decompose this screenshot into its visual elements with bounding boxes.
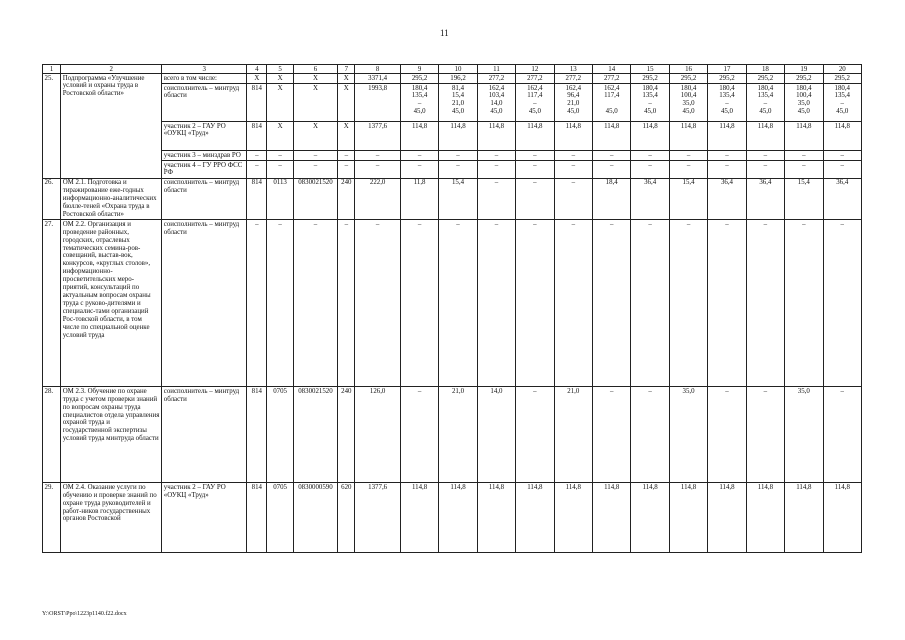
- value-cell: [631, 84, 669, 122]
- row-number: 29.: [43, 483, 61, 553]
- file-path-footer: Y:\ORST\Ppo\1223p1140.f22.docx: [42, 611, 127, 617]
- row-number: 27.: [43, 220, 61, 387]
- value-line: 45,0: [528, 108, 541, 116]
- value-line: 21,0: [451, 100, 465, 108]
- budget-code-cell: –: [293, 151, 337, 161]
- value-cell: 114,8: [708, 483, 746, 553]
- table-row: [43, 178, 862, 220]
- executor-cell: соисполнитель – минтруд области: [162, 84, 247, 122]
- column-number-header: 19: [785, 65, 823, 74]
- value-line: 180,4: [834, 84, 851, 92]
- value-cell: 14,0: [477, 387, 515, 483]
- column-number-header: 9: [400, 65, 438, 74]
- budget-code-cell: 814: [247, 178, 267, 220]
- value-cell: –: [593, 151, 631, 161]
- value-cell: –: [400, 151, 438, 161]
- budget-code-cell: –: [338, 161, 355, 179]
- table-row: [43, 483, 862, 553]
- value-cell: 114,8: [669, 483, 707, 553]
- value-line: 180,4: [719, 84, 735, 92]
- budget-code-cell: Х: [267, 74, 293, 84]
- value-cell: 114,8: [593, 122, 631, 151]
- row-number: 25.: [43, 74, 61, 179]
- value-cell: –: [746, 151, 784, 161]
- value-cell: [516, 84, 554, 122]
- value-line: 45,0: [836, 108, 849, 116]
- executor-cell: всего в том числе:: [162, 74, 247, 84]
- column-number-header: 5: [267, 65, 293, 74]
- value-cell: [400, 84, 438, 122]
- value-line: 45,0: [490, 108, 503, 116]
- page-number: 11: [440, 28, 449, 38]
- value-line: 180,4: [680, 84, 697, 92]
- value-cell: –: [593, 161, 631, 179]
- budget-code-cell: 0830021520: [293, 178, 337, 220]
- value-cell: 114,8: [516, 483, 554, 553]
- value-line: 100,4: [796, 92, 812, 100]
- value-cell: –: [708, 220, 746, 387]
- table-row: [43, 122, 862, 151]
- value-line: 162,4: [603, 84, 620, 92]
- value-cell: [593, 84, 631, 122]
- value-cell: –: [400, 387, 438, 483]
- budget-code-cell: 814: [247, 483, 267, 553]
- value-line: –: [648, 100, 652, 108]
- value-cell: –: [516, 387, 554, 483]
- column-number-header: 7: [338, 65, 355, 74]
- budget-code-cell: 240: [338, 387, 355, 483]
- value-cell: –: [400, 220, 438, 387]
- table-row: [43, 151, 862, 161]
- column-number-header: 6: [293, 65, 337, 74]
- value-cell: 114,8: [439, 483, 477, 553]
- value-cell: [708, 84, 746, 122]
- value-cell: –: [669, 220, 707, 387]
- value-cell: 114,8: [477, 122, 515, 151]
- table-row: [43, 220, 862, 387]
- table-row: [43, 74, 862, 84]
- value-cell: 1377,6: [355, 483, 401, 553]
- measure-name: ОМ 2.1. Подготовка и тиражирование еже-годных информационно-аналитических бюлле-теней «Охрана труда в Ростовской области»: [61, 178, 162, 220]
- column-number-header: 3: [162, 65, 247, 74]
- budget-code-cell: Х: [338, 74, 355, 84]
- table-row: [43, 84, 862, 122]
- value-line: 162,4: [527, 84, 543, 92]
- value-line: 162,4: [488, 84, 505, 92]
- value-cell: 36,4: [631, 178, 669, 220]
- budget-code-cell: 814: [247, 122, 267, 151]
- column-number-header: 17: [708, 65, 746, 74]
- column-number-header: 1: [43, 65, 61, 74]
- column-number-header: 12: [516, 65, 554, 74]
- executor-cell: участник 2 – ГАУ РО «ОУКЦ «Труд»: [162, 483, 247, 553]
- value-cell: –: [631, 387, 669, 483]
- value-cell: –: [631, 151, 669, 161]
- value-cell: 15,4: [785, 178, 823, 220]
- value-cell: 114,8: [746, 483, 784, 553]
- value-cell: 36,4: [823, 178, 861, 220]
- budget-code-cell: –: [293, 161, 337, 179]
- value-cell: 114,8: [631, 122, 669, 151]
- row-number: 28.: [43, 387, 61, 483]
- value-cell: 114,8: [823, 483, 861, 553]
- value-cell: 36,4: [746, 178, 784, 220]
- value-cell: 114,8: [400, 483, 438, 553]
- value-cell: 3371,4: [355, 74, 401, 84]
- value-cell: –: [823, 387, 861, 483]
- value-cell: –: [477, 161, 515, 179]
- value-line: 45,0: [567, 108, 580, 116]
- table-row: [43, 161, 862, 179]
- column-number-row: [43, 65, 862, 74]
- value-cell: 35,0: [785, 387, 823, 483]
- value-line: 135,4: [757, 92, 774, 100]
- budget-code-cell: Х: [267, 122, 293, 151]
- value-cell: –: [746, 220, 784, 387]
- value-cell: –: [400, 161, 438, 179]
- table-row: [43, 387, 862, 483]
- value-cell: –: [669, 161, 707, 179]
- value-cell: –: [785, 220, 823, 387]
- value-cell: –: [708, 387, 746, 483]
- value-cell: –: [554, 178, 592, 220]
- value-cell: –: [785, 161, 823, 179]
- budget-code-cell: 0830021520: [293, 387, 337, 483]
- value-cell: 36,4: [708, 178, 746, 220]
- value-cell: –: [593, 220, 631, 387]
- executor-cell: участник 3 – минздрав РО: [162, 151, 247, 161]
- value-cell: 277,2: [593, 74, 631, 84]
- value-cell: 114,8: [554, 483, 592, 553]
- column-number-header: 14: [593, 65, 631, 74]
- column-number-header: 18: [746, 65, 784, 74]
- value-line: [595, 100, 629, 108]
- value-cell: –: [516, 151, 554, 161]
- budget-code-cell: –: [338, 220, 355, 387]
- value-cell: 295,2: [631, 74, 669, 84]
- value-line: 45,0: [797, 108, 810, 116]
- value-cell: 1993,8: [355, 84, 401, 122]
- value-cell: –: [823, 161, 861, 179]
- value-cell: 222,0: [355, 178, 401, 220]
- column-number-header: 11: [477, 65, 515, 74]
- row-number: 26.: [43, 178, 61, 220]
- value-line: 180,4: [642, 84, 658, 92]
- value-line: 135,4: [642, 92, 658, 100]
- budget-code-cell: 240: [338, 178, 355, 220]
- value-cell: –: [708, 151, 746, 161]
- value-cell: –: [439, 220, 477, 387]
- value-line: 45,0: [605, 108, 618, 116]
- budget-code-cell: 0113: [267, 178, 293, 220]
- value-cell: –: [516, 161, 554, 179]
- value-cell: –: [823, 220, 861, 387]
- measure-name: ОМ 2.3. Обучение по охране труда с учетом проверки знаний по вопросам охраны труда специалистов отдела управления охраной труда и государственной экспертизы условий труда минтруда области: [61, 387, 162, 483]
- value-cell: 277,2: [554, 74, 592, 84]
- value-cell: 295,2: [669, 74, 707, 84]
- value-cell: 35,0: [669, 387, 707, 483]
- budget-code-cell: –: [338, 151, 355, 161]
- value-line: 180,4: [757, 84, 774, 92]
- value-cell: 15,4: [669, 178, 707, 220]
- value-cell: 21,0: [439, 387, 477, 483]
- executor-cell: соисполнитель – минтруд области: [162, 220, 247, 387]
- column-number-header: 13: [554, 65, 592, 74]
- budget-code-cell: –: [267, 151, 293, 161]
- column-number-header: 8: [355, 65, 401, 74]
- budget-code-cell: Х: [338, 84, 355, 122]
- value-line: 180,4: [796, 84, 812, 92]
- value-cell: –: [631, 161, 669, 179]
- value-cell: 114,8: [439, 122, 477, 151]
- budget-code-cell: 0705: [267, 387, 293, 483]
- column-number-header: 10: [439, 65, 477, 74]
- value-line: 45,0: [644, 108, 657, 116]
- value-line: 103,4: [488, 92, 505, 100]
- value-cell: 15,4: [439, 178, 477, 220]
- budget-code-cell: –: [247, 161, 267, 179]
- value-cell: 114,8: [708, 122, 746, 151]
- budget-code-cell: –: [267, 161, 293, 179]
- budget-code-cell: 0705: [267, 483, 293, 553]
- value-cell: [669, 84, 707, 122]
- value-cell: 114,8: [785, 122, 823, 151]
- value-cell: 277,2: [477, 74, 515, 84]
- value-cell: –: [554, 161, 592, 179]
- budget-code-cell: Х: [247, 74, 267, 84]
- value-cell: 295,2: [785, 74, 823, 84]
- value-cell: 295,2: [708, 74, 746, 84]
- budget-code-cell: 814: [247, 387, 267, 483]
- value-cell: 114,8: [554, 122, 592, 151]
- value-cell: –: [554, 220, 592, 387]
- value-cell: [477, 84, 515, 122]
- budget-code-cell: –: [267, 220, 293, 387]
- value-line: 21,0: [567, 100, 580, 108]
- value-cell: –: [669, 151, 707, 161]
- value-cell: –: [593, 387, 631, 483]
- value-cell: –: [439, 151, 477, 161]
- value-cell: –: [516, 220, 554, 387]
- value-cell: [554, 84, 592, 122]
- value-line: 117,4: [604, 92, 620, 100]
- value-cell: 295,2: [823, 74, 861, 84]
- value-line: 135,4: [411, 92, 428, 100]
- value-line: 135,4: [719, 92, 735, 100]
- value-cell: –: [355, 151, 401, 161]
- value-cell: –: [477, 178, 515, 220]
- value-line: 15,4: [451, 92, 465, 100]
- budget-code-cell: Х: [293, 84, 337, 122]
- value-cell: 114,8: [631, 483, 669, 553]
- value-line: –: [417, 100, 422, 108]
- value-line: –: [533, 100, 537, 108]
- value-cell: –: [823, 151, 861, 161]
- column-number-header: 15: [631, 65, 669, 74]
- value-cell: –: [708, 161, 746, 179]
- value-line: 45,0: [720, 108, 733, 116]
- value-cell: 11,8: [400, 178, 438, 220]
- value-cell: 114,8: [785, 483, 823, 553]
- value-line: 180,4: [411, 84, 428, 92]
- value-line: 100,4: [680, 92, 697, 100]
- value-cell: 114,8: [593, 483, 631, 553]
- budget-code-cell: –: [293, 220, 337, 387]
- value-cell: –: [746, 387, 784, 483]
- budget-code-cell: –: [247, 151, 267, 161]
- value-cell: 126,0: [355, 387, 401, 483]
- column-number-header: 4: [247, 65, 267, 74]
- value-cell: 295,2: [400, 74, 438, 84]
- value-cell: –: [516, 178, 554, 220]
- executor-cell: участник 2 – ГАУ РО «ОУКЦ «Труд»: [162, 122, 247, 151]
- value-line: 117,4: [527, 92, 543, 100]
- value-line: 135,4: [834, 92, 851, 100]
- value-cell: 114,8: [746, 122, 784, 151]
- value-line: 81,4: [451, 84, 465, 92]
- value-line: 35,0: [682, 100, 695, 108]
- value-cell: –: [477, 220, 515, 387]
- value-cell: [746, 84, 784, 122]
- executor-cell: участник 4 – ГУ РРО ФСС РФ: [162, 161, 247, 179]
- budget-code-cell: Х: [293, 122, 337, 151]
- value-line: –: [725, 100, 729, 108]
- value-cell: 114,8: [669, 122, 707, 151]
- value-cell: –: [785, 151, 823, 161]
- budget-code-cell: Х: [267, 84, 293, 122]
- value-cell: –: [746, 161, 784, 179]
- value-cell: –: [355, 161, 401, 179]
- value-cell: –: [631, 220, 669, 387]
- budget-code-cell: 814: [247, 84, 267, 122]
- value-line: –: [840, 100, 844, 108]
- value-cell: 18,4: [593, 178, 631, 220]
- value-cell: –: [355, 220, 401, 387]
- value-cell: 114,8: [516, 122, 554, 151]
- measure-name: Подпрограмма «Улучшение условий и охраны труда в Ростовской области»: [61, 74, 162, 179]
- value-cell: 114,8: [477, 483, 515, 553]
- value-line: 14,0: [490, 100, 503, 108]
- value-line: 96,4: [567, 92, 580, 100]
- column-number-header: 20: [823, 65, 861, 74]
- executor-cell: соисполнитель – минтруд области: [162, 178, 247, 220]
- value-cell: 295,2: [746, 74, 784, 84]
- value-cell: 21,0: [554, 387, 592, 483]
- value-line: 35,0: [797, 100, 810, 108]
- measure-name: ОМ 2.4. Оказание услуги по обучению и проверке знаний по охране труда руководителей и работ-ников государственных органов Ростовской: [61, 483, 162, 553]
- value-cell: 277,2: [516, 74, 554, 84]
- value-line: 162,4: [565, 84, 582, 92]
- value-cell: [785, 84, 823, 122]
- value-cell: –: [439, 161, 477, 179]
- value-cell: [439, 84, 477, 122]
- value-cell: 196,2: [439, 74, 477, 84]
- measure-name: ОМ 2.2. Организация и проведение районных, городских, отраслевых тематических семина-ров-совещаний, выстав-вок, конкурсов, «круглых столов», информационно-просветительских меро-приятий, консультаций по актуальным вопросам охраны труда с руково-дителями и специалис-тами организаций Рос-товской области, в том числе по специальной оценке условий труда: [61, 220, 162, 387]
- column-number-header: 2: [61, 65, 162, 74]
- value-line: 45,0: [682, 108, 695, 116]
- value-cell: 114,8: [823, 122, 861, 151]
- budget-code-cell: Х: [293, 74, 337, 84]
- budget-code-cell: 0830000590: [293, 483, 337, 553]
- value-cell: [823, 84, 861, 122]
- value-line: 45,0: [413, 108, 426, 116]
- value-cell: –: [554, 151, 592, 161]
- budget-table: [42, 64, 862, 553]
- value-line: 45,0: [759, 108, 772, 116]
- budget-code-cell: –: [247, 220, 267, 387]
- executor-cell: соисполнитель – минтруд области: [162, 387, 247, 483]
- budget-code-cell: Х: [338, 122, 355, 151]
- value-cell: 1377,6: [355, 122, 401, 151]
- budget-code-cell: 620: [338, 483, 355, 553]
- column-number-header: 16: [669, 65, 707, 74]
- value-cell: 114,8: [400, 122, 438, 151]
- value-line: –: [763, 100, 768, 108]
- value-line: 45,0: [451, 108, 465, 116]
- value-cell: –: [477, 151, 515, 161]
